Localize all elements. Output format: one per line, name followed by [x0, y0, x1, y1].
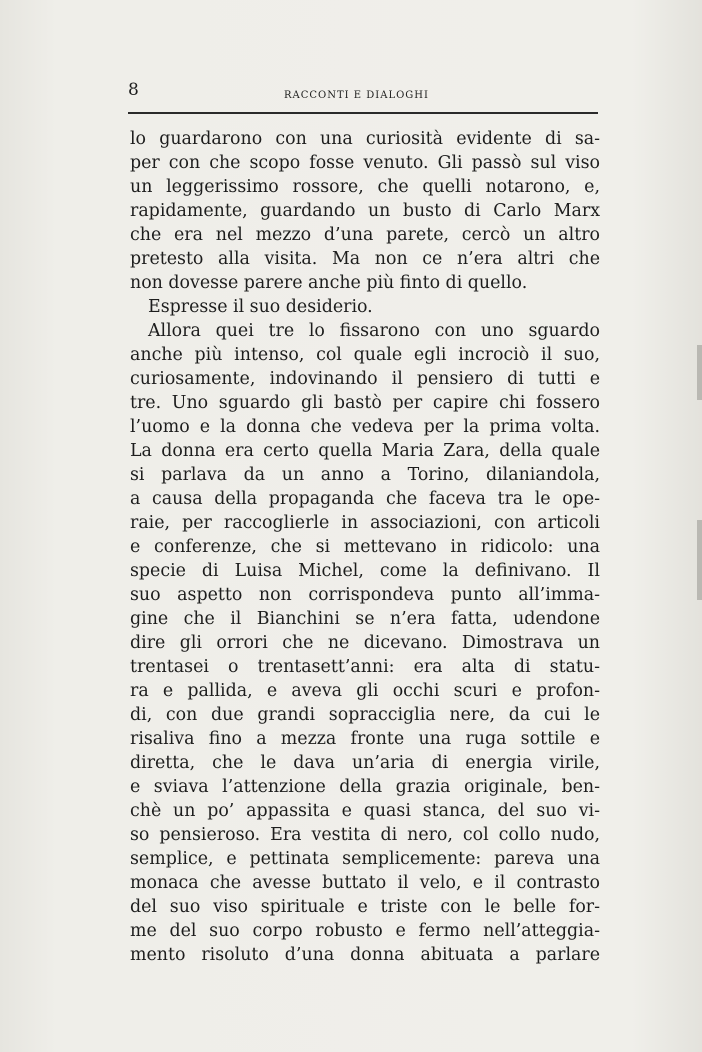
text-line: trentasei o trentasett’anni: era alta di statu-: [130, 657, 600, 677]
body-text: [130, 127, 600, 967]
text-line: e sviava l’attenzione della grazia originale, ben-: [130, 777, 600, 797]
text-line: chè un po’ appassita e quasi stanca, del suo vi-: [130, 801, 600, 821]
text-line: si parlava da un anno a Torino, dilaniandola,: [130, 465, 600, 485]
text-line: lo guardarono con una curiosità evidente di sa-: [130, 129, 600, 149]
text-line: La donna era certo quella Maria Zara, della quale: [130, 441, 600, 461]
text-line: gine che il Bianchini se n’era fatta, udendone: [130, 609, 600, 629]
text-line: semplice, e pettinata semplicemente: pareva una: [130, 849, 600, 869]
text-line: monaca che avesse buttato il velo, e il contrasto: [130, 873, 600, 893]
text-line: mento risoluto d’una donna abituata a parlare: [130, 945, 600, 965]
text-line: per con che scopo fosse venuto. Gli passò sul viso: [130, 153, 600, 173]
text-line: non dovesse parere anche più finto di quello.: [130, 273, 528, 293]
text-line: e conferenze, che si mettevano in ridicolo: una: [130, 537, 600, 557]
text-line: rapidamente, guardando un busto di Carlo Marx: [130, 201, 600, 221]
text-line: specie di Luisa Michel, come la definivano. Il: [130, 561, 600, 581]
margin-mark: [697, 345, 702, 400]
text-line: raie, per raccoglierle in associazioni, con articoli: [130, 513, 600, 533]
text-line: Espresse il suo desiderio.: [148, 297, 373, 317]
page-number: 8: [128, 80, 139, 100]
text-line: curiosamente, indovinando il pensiero di tutti e: [130, 369, 600, 389]
page-header: [128, 78, 598, 106]
running-title: RACCONTI E DIALOGHI: [284, 90, 429, 101]
text-line: dire gli orrori che ne dicevano. Dimostrava un: [130, 633, 600, 653]
text-line: tre. Uno sguardo gli bastò per capire chi fossero: [130, 393, 600, 413]
text-line: Allora quei tre lo fissarono con uno sguardo: [148, 321, 600, 341]
text-line: suo aspetto non corrispondeva punto all’imma-: [130, 585, 600, 605]
text-line: che era nel mezzo d’una parete, cercò un altro: [130, 225, 600, 245]
text-line: anche più intenso, col quale egli incrociò il suo,: [130, 345, 600, 365]
text-line: ra e pallida, e aveva gli occhi scuri e profon-: [130, 681, 600, 701]
text-line: a causa della propaganda che faceva tra le ope-: [130, 489, 600, 509]
header-rule: [128, 112, 598, 114]
text-line: pretesto alla visita. Ma non ce n’era altri che: [130, 249, 600, 269]
text-line: me del suo corpo robusto e fermo nell’atteggia-: [130, 921, 600, 941]
margin-mark: [697, 520, 702, 600]
text-line: l’uomo e la donna che vedeva per la prima volta.: [130, 417, 600, 437]
text-line: so pensieroso. Era vestita di nero, col collo nudo,: [130, 825, 600, 845]
text-line: un leggerissimo rossore, che quelli notarono, e,: [130, 177, 600, 197]
text-line: risaliva fino a mezza fronte una ruga sottile e: [130, 729, 600, 749]
text-line: di, con due grandi sopracciglia nere, da cui le: [130, 705, 600, 725]
text-line: del suo viso spirituale e triste con le belle for-: [130, 897, 600, 917]
text-line: diretta, che le dava un’aria di energia virile,: [130, 753, 600, 773]
